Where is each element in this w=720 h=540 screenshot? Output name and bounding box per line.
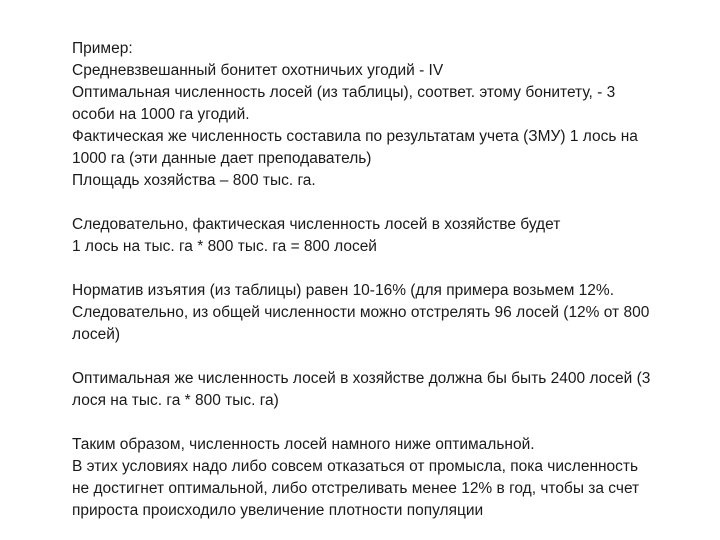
text-line: лосей) [72,326,121,343]
text-line: особи на 1000 га угодий. [72,106,250,123]
text-line: лося на тыс. га * 800 тыс. га) [72,392,279,409]
paragraph-actual-count [72,214,702,258]
slide-content [72,38,702,522]
text-line: В этих условиях надо либо совсем отказаться от промысла, пока численность [72,458,639,475]
text-line: прироста происходило увеличение плотности популяции [72,502,484,519]
paragraph-optimal-count [72,368,702,412]
text-line: Таким образом, численность лосей намного ниже оптимальной. [72,436,535,453]
text-line: Пример: [72,40,133,57]
text-line: Фактическая же численность составила по результатам учета (ЗМУ) 1 лось на [72,128,638,145]
paragraph-harvest-norm [72,280,702,346]
text-line: 1 лось на тыс. га * 800 тыс. га = 800 лосей [72,238,377,255]
text-line: Норматив изъятия (из таблицы) равен 10-16% (для примера возьмем 12%. [72,282,615,299]
text-line: Оптимальная же численность лосей в хозяйстве должна бы быть 2400 лосей (3 [72,370,651,387]
text-line: Следовательно, из общей численности можно отстрелять 96 лосей (12% от 800 [72,304,650,321]
text-line: не достигнет оптимальной, либо отстреливать менее 12% в год, чтобы за счет [72,480,640,497]
text-line: Оптимальная численность лосей (из таблицы), соответ. этому бонитету, - 3 [72,84,616,101]
text-line: Средневзвешанный бонитет охотничьих угодий - IV [72,62,444,79]
text-line: Следовательно, фактическая численность лосей в хозяйстве будет [72,216,561,233]
text-line: 1000 га (эти данные дает преподаватель) [72,150,372,167]
text-line: Площадь хозяйства – 800 тыс. га. [72,172,316,189]
paragraph-conclusion [72,434,702,522]
paragraph-example [72,38,702,192]
